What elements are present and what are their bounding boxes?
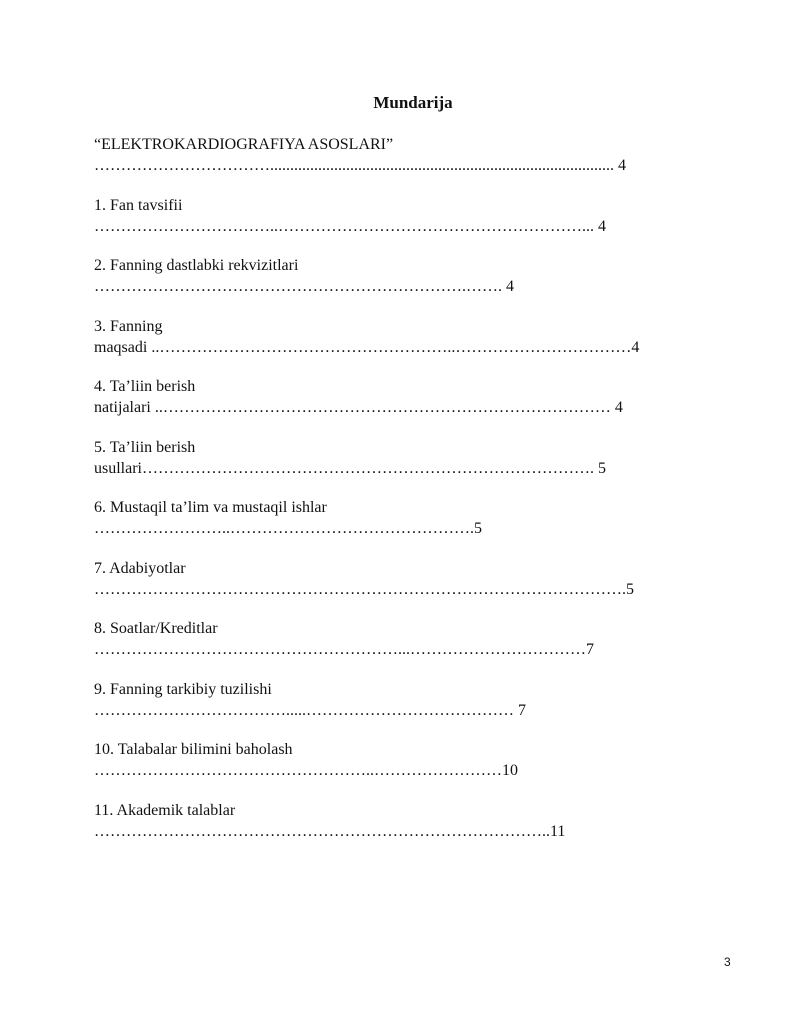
toc-entry-title: 11. Akademik talablar bbox=[94, 801, 236, 819]
toc-entry-3 bbox=[94, 316, 734, 377]
toc-entry-title: 8. Soatlar/Kreditlar bbox=[94, 620, 218, 637]
toc-entry-leader: usullari…………………………………………………………………………. 5 bbox=[94, 459, 606, 477]
toc-entry-5 bbox=[94, 437, 734, 498]
toc-entry-4 bbox=[94, 376, 734, 437]
toc-entry-8 bbox=[94, 618, 734, 679]
toc-entry-7 bbox=[94, 558, 734, 619]
toc-entry-leader: maqsadi ..………………………………………………..……………………………4 bbox=[94, 338, 640, 356]
toc-entry-leader: ……………………………………………………………………………………….5 bbox=[94, 580, 634, 598]
page-number: 3 bbox=[724, 955, 731, 969]
toc-entry-leader: ……………………………………………..……………………10 bbox=[94, 762, 518, 779]
toc-entry-leader: ……………………………...................................................................................... 4 bbox=[94, 157, 626, 174]
toc-entry-leader: …………………………………………………………………………..11 bbox=[94, 822, 566, 840]
page-title: Mundarija bbox=[373, 93, 453, 112]
toc-entry-11 bbox=[94, 800, 734, 861]
toc-entry-9 bbox=[94, 679, 734, 740]
toc-entry-title: 10. Talabalar bilimini baholash bbox=[94, 741, 293, 758]
toc-entry-title: 2. Fanning dastlabki rekvizitlari bbox=[94, 257, 299, 274]
toc-entry-2 bbox=[94, 255, 734, 316]
toc-entry-title: 3. Fanning bbox=[94, 317, 163, 335]
toc-entry-title: 4. Ta’liin berish bbox=[94, 378, 196, 395]
toc-entry-10 bbox=[94, 739, 734, 800]
toc-entry-leader: natijalari ..………………………………………………………………………… 4 bbox=[94, 399, 623, 416]
toc-entry-leader: …………………………………………………………….……. 4 bbox=[94, 278, 514, 295]
toc-entry-leader: ……………………………….....………………………………… 7 bbox=[94, 701, 526, 719]
toc-entry-intro bbox=[94, 134, 734, 195]
toc-entry-1 bbox=[94, 195, 734, 256]
toc-entry-leader: ……………………………..…………………………………………………... 4 bbox=[94, 217, 606, 235]
toc-entry-leader: …………………………………………………...……………………………7 bbox=[94, 641, 594, 658]
toc-entry-title: 9. Fanning tarkibiy tuzilishi bbox=[94, 680, 272, 698]
toc-entry-title: 7. Adabiyotlar bbox=[94, 559, 186, 577]
toc-entry-title: 1. Fan tavsifii bbox=[94, 196, 183, 214]
toc-entry-title: “ELEKTROKARDIOGRAFIYA ASOSLARI” bbox=[94, 136, 394, 153]
toc-entry-title: 5. Ta’liin berish bbox=[94, 438, 196, 456]
toc-entry-leader: ……………………..……………………………………….5 bbox=[94, 520, 482, 537]
table-of-contents bbox=[94, 134, 734, 860]
toc-entry-6 bbox=[94, 497, 734, 558]
toc-entry-title: 6. Mustaqil ta’lim va mustaqil ishlar bbox=[94, 499, 327, 516]
